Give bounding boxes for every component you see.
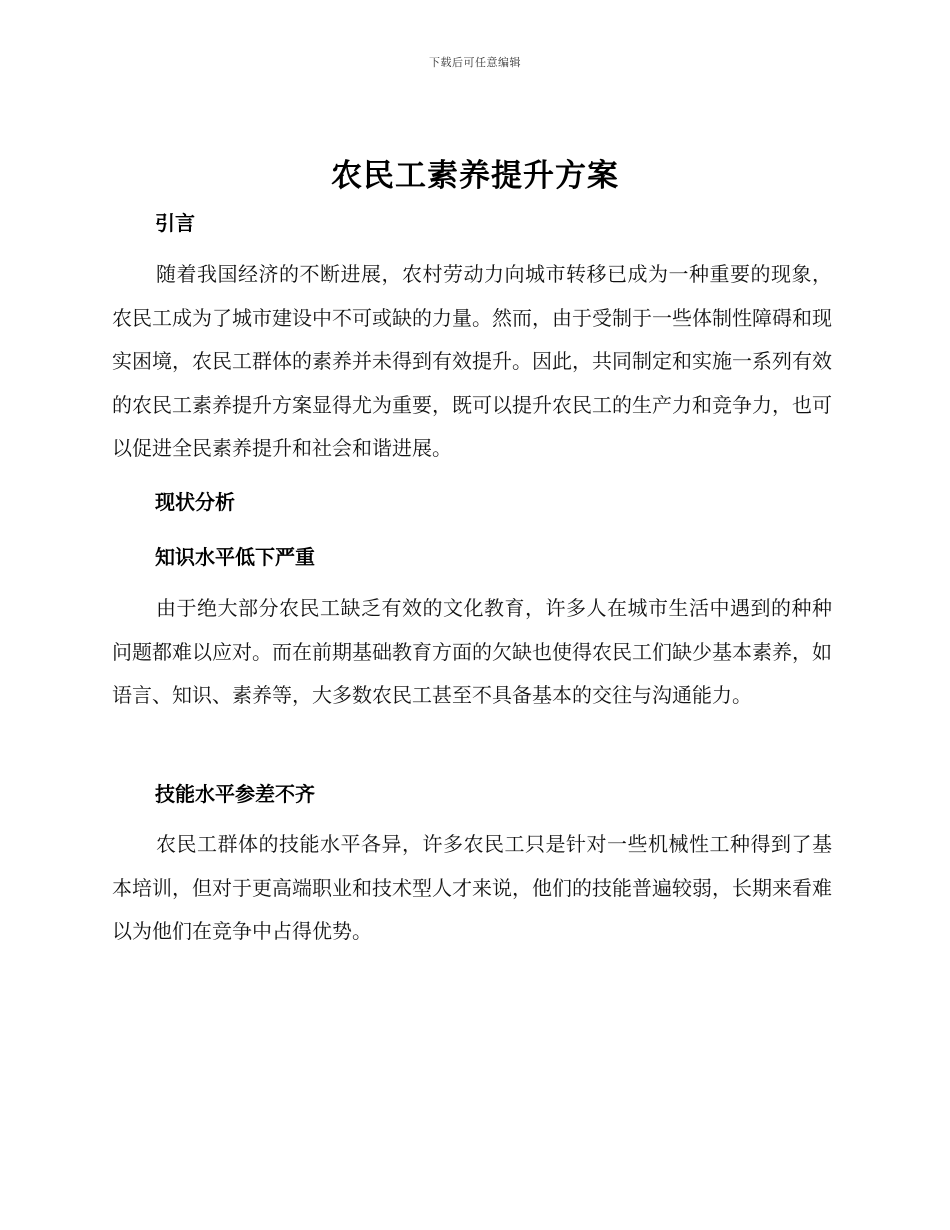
subsection-heading-knowledge: 知识水平低下严重 bbox=[155, 545, 315, 569]
page-title: 农民工素养提升方案 bbox=[331, 158, 619, 194]
paragraph-intro: 随着我国经济的不断进展，农村劳动力向城市转移已成为一种重要的现象，农民工成为了城市建设中不可或缺的力量。然而，由于受制于一些体制性障碍和现实困境，农民工群体的素养并未得到有效提升。因此，共同制定和实施一系列有效的农民工素养提升方案显得尤为重要，既可以提升农民工的生产力和竞争力，也可以促进全民素养提升和社会和谐进展。 bbox=[112, 262, 832, 460]
section-heading-intro: 引言 bbox=[155, 211, 195, 235]
section-heading-analysis: 现状分析 bbox=[155, 490, 235, 514]
paragraph-skills: 农民工群体的技能水平各异，许多农民工只是针对一些机械性工种得到了基本培训，但对于更高端职业和技术型人才来说，他们的技能普遍较弱，长期来看难以为他们在竞争中占得优势。 bbox=[112, 832, 832, 943]
running-header: 下载后可任意编辑 bbox=[429, 56, 521, 69]
paragraph-knowledge: 由于绝大部分农民工缺乏有效的文化教育，许多人在城市生活中遇到的种种问题都难以应对。而在前期基础教育方面的欠缺也使得农民工们缺少基本素养，如语言、知识、素养等，大多数农民工甚至不具备基本的交往与沟通能力。 bbox=[112, 596, 832, 707]
subsection-heading-skills: 技能水平参差不齐 bbox=[155, 782, 315, 806]
